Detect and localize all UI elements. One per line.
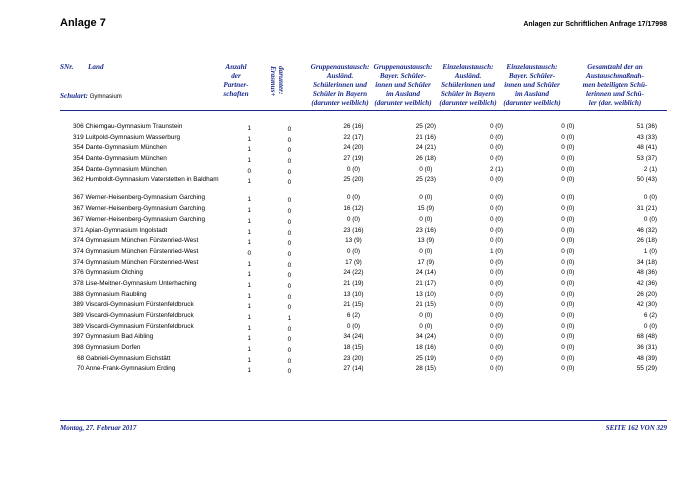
row-single-bavarian: 0 (0)	[561, 176, 575, 184]
row-erasmus: 0	[287, 126, 292, 133]
row-single-foreign: 0 (0)	[489, 365, 504, 373]
table-row	[60, 323, 667, 334]
row-group-bavarian: 0 (0)	[419, 165, 433, 173]
row-single-bavarian: 0 (0)	[561, 205, 575, 213]
table-row	[60, 166, 667, 177]
row-partnerships: 1	[247, 125, 252, 132]
header-land: Land	[88, 63, 104, 71]
row-single-foreign: 0 (0)	[489, 333, 504, 341]
row-partnerships: 1	[247, 217, 252, 225]
row-school: 319 Luitpold-Gymnasium Wasserburg	[73, 133, 181, 141]
row-school: 374 Gymnasium München Fürstenried-West	[73, 237, 199, 245]
row-group-bavarian: 24 (14)	[415, 269, 436, 277]
row-erasmus: 0	[287, 168, 292, 176]
row-single-bavarian: 0 (0)	[561, 165, 575, 173]
row-group-foreign: 0 (0)	[346, 194, 361, 202]
row-partnerships: 1	[247, 303, 252, 311]
row-total: 42 (36)	[636, 279, 657, 287]
row-school: 306 Chiemgau-Gymnasium Traunstein	[73, 123, 183, 130]
row-group-foreign: 25 (20)	[343, 176, 364, 184]
row-group-foreign: 0 (0)	[346, 215, 361, 223]
row-single-foreign: 0 (0)	[489, 301, 504, 309]
row-single-foreign: 2 (1)	[489, 165, 504, 173]
row-partnerships: 1	[247, 281, 252, 289]
row-school: 374 Gymnasium München Fürstenried-West	[73, 247, 199, 255]
table-row	[60, 333, 667, 344]
header-divider	[60, 110, 667, 111]
row-group-bavarian: 18 (16)	[415, 344, 436, 352]
row-group-foreign: 0 (0)	[346, 247, 361, 255]
table-row	[60, 355, 667, 366]
row-group-bavarian: 13 (9)	[417, 237, 435, 245]
row-school: 376 Gymnasium Olching	[73, 269, 143, 277]
row-school: 397 Gymnasium Bad Aibling	[73, 333, 154, 341]
header-erasmus: darunter: Erasmus+	[269, 66, 285, 97]
row-group-bavarian: 28 (15)	[415, 365, 436, 373]
row-single-foreign: 0 (0)	[489, 133, 504, 141]
row-erasmus: 0	[287, 136, 292, 144]
header-single-bavarian: Einzelaustausch: Bayer. Schüler- innen und Schüler im Ausland (darunter weiblich)	[503, 63, 561, 107]
row-school: 374 Gymnasium München Fürstenried-West	[73, 258, 199, 266]
header-group-foreign: Gruppenaustausch: Ausländ. Schülerinnen und Schüler in Bayern (darunter weiblich)	[310, 63, 370, 107]
row-single-bavarian: 0 (0)	[561, 237, 575, 245]
row-group-foreign: 6 (2)	[346, 312, 361, 319]
row-single-foreign: 0 (0)	[489, 269, 504, 277]
row-group-bavarian: 25 (23)	[415, 176, 436, 184]
row-single-foreign: 0 (0)	[489, 123, 504, 130]
row-school: 354 Dante-Gymnasium München	[73, 144, 167, 152]
footer-date: Montag, 27. Februar 2017	[60, 424, 137, 432]
row-group-foreign: 27 (19)	[343, 155, 364, 163]
table-row	[60, 205, 667, 216]
header-total: Gesamtzahl der an Austauschmaßnah- men beteiligten Schü- lerinnen und Schü- ler (dar. weiblich)	[582, 63, 648, 107]
row-group-bavarian: 34 (24)	[415, 333, 436, 341]
row-partnerships: 1	[247, 260, 252, 268]
row-partnerships: 1	[247, 196, 252, 204]
row-single-foreign: 0 (0)	[489, 344, 504, 352]
header-single-foreign: Einzelaustausch: Ausländ. Schülerinnen und Schüler in Bayern (darunter weiblich)	[439, 63, 497, 107]
row-total: 0 (0)	[643, 322, 657, 330]
row-partnerships: 1	[247, 367, 252, 375]
row-total: 0 (0)	[643, 215, 657, 223]
row-group-bavarian: 0 (0)	[419, 247, 433, 255]
row-group-foreign: 21 (15)	[343, 301, 364, 309]
header-snr: SNr.	[60, 63, 74, 71]
table-row	[60, 365, 667, 376]
row-group-bavarian: 15 (9)	[417, 205, 435, 213]
row-single-bavarian: 0 (0)	[561, 123, 575, 130]
row-group-foreign: 24 (20)	[343, 144, 364, 152]
row-single-foreign: 1 (0)	[489, 247, 504, 255]
row-group-bavarian: 25 (20)	[415, 123, 436, 130]
row-group-bavarian: 26 (18)	[415, 155, 436, 163]
row-erasmus: 0	[287, 208, 292, 216]
header-partner: Anzahl der Partner- schaften	[223, 63, 249, 98]
row-partnerships: 0	[247, 167, 252, 175]
row-group-bavarian: 21 (17)	[415, 279, 436, 287]
row-total: 43 (33)	[636, 133, 657, 141]
row-erasmus: 0	[287, 368, 292, 376]
table-row	[60, 123, 667, 134]
table-row	[60, 155, 667, 166]
row-single-foreign: 0 (0)	[489, 322, 504, 330]
row-erasmus: 0	[287, 325, 292, 333]
row-erasmus: 0	[287, 229, 292, 237]
row-school: 362 Humboldt-Gymnasium Vaterstetten in Baldham	[73, 176, 219, 184]
row-single-bavarian: 0 (0)	[561, 333, 575, 341]
row-school: 389 Viscardi-Gymnasium Fürstenfeldbruck	[73, 312, 194, 319]
row-school: 388 Gymnasium Raubling	[73, 290, 147, 298]
row-single-foreign: 0 (0)	[489, 215, 504, 223]
row-total: 46 (32)	[636, 226, 657, 234]
row-single-bavarian: 0 (0)	[561, 258, 575, 266]
row-total: 50 (43)	[636, 176, 657, 184]
row-partnerships: 1	[247, 346, 252, 354]
row-group-foreign: 34 (24)	[343, 333, 364, 341]
row-erasmus: 0	[287, 147, 292, 155]
row-total: 68 (48)	[636, 333, 657, 341]
row-erasmus: 0	[287, 293, 292, 301]
row-erasmus: 0	[287, 336, 292, 344]
row-group-foreign: 17 (9)	[345, 258, 362, 266]
row-total: 48 (36)	[636, 269, 657, 277]
row-single-foreign: 0 (0)	[489, 176, 504, 184]
row-single-bavarian: 0 (0)	[561, 322, 575, 330]
row-single-bavarian: 0 (0)	[561, 194, 575, 202]
row-partnerships: 1	[247, 146, 252, 154]
row-group-bavarian: 21 (16)	[415, 133, 436, 141]
row-total: 6 (2)	[643, 312, 657, 319]
row-single-bavarian: 0 (0)	[561, 344, 575, 352]
row-group-bavarian: 21 (15)	[415, 301, 436, 309]
row-single-foreign: 0 (0)	[489, 205, 504, 213]
row-partnerships: 1	[247, 207, 252, 215]
row-total: 42 (30)	[636, 301, 657, 309]
row-single-foreign: 0 (0)	[489, 144, 504, 152]
table-row	[60, 344, 667, 355]
row-group-foreign: 21 (19)	[343, 279, 364, 287]
row-total: 34 (18)	[636, 258, 657, 266]
row-single-bavarian: 0 (0)	[561, 215, 575, 223]
page-title: Anlage 7	[60, 17, 106, 29]
header-snr-land	[60, 63, 122, 102]
row-erasmus: 0	[287, 158, 292, 166]
row-total: 26 (18)	[636, 237, 657, 245]
row-school: 367 Werner-Heisenberg-Gymnasium Garching	[73, 194, 206, 202]
row-group-foreign: 13 (10)	[343, 290, 364, 298]
row-group-bavarian: 0 (0)	[419, 322, 433, 330]
row-group-bavarian: 17 (9)	[417, 258, 435, 266]
row-erasmus: 0	[287, 250, 292, 258]
row-single-bavarian: 0 (0)	[561, 144, 575, 152]
table-row	[60, 144, 667, 155]
row-partnerships: 1	[247, 292, 252, 300]
row-single-bavarian: 0 (0)	[561, 290, 575, 298]
row-total: 55 (29)	[636, 365, 657, 373]
row-total: 53 (37)	[636, 155, 657, 163]
row-group-foreign: 0 (0)	[346, 165, 361, 173]
row-erasmus: 0	[287, 218, 292, 226]
row-single-foreign: 0 (0)	[489, 279, 504, 287]
row-group-foreign: 13 (9)	[345, 237, 362, 245]
row-single-bavarian: 0 (0)	[561, 312, 575, 319]
row-total: 2 (1)	[643, 165, 657, 173]
row-total: 48 (41)	[636, 144, 657, 152]
row-erasmus: 0	[287, 282, 292, 290]
row-erasmus: 1	[287, 315, 292, 322]
table-row	[60, 248, 667, 259]
table-row	[60, 237, 667, 248]
row-single-foreign: 0 (0)	[489, 155, 504, 163]
row-group-foreign: 16 (12)	[343, 205, 364, 213]
row-group-bavarian: 13 (10)	[415, 290, 436, 298]
row-group-bavarian: 23 (16)	[415, 226, 436, 234]
row-single-bavarian: 0 (0)	[561, 365, 575, 373]
row-single-bavarian: 0 (0)	[561, 301, 575, 309]
table-row	[60, 280, 667, 291]
row-school: 367 Werner-Heisenberg-Gymnasium Garching	[73, 215, 206, 223]
row-group-bavarian: 24 (21)	[415, 144, 436, 152]
row-group-foreign: 18 (15)	[343, 344, 364, 352]
row-group-foreign: 23 (20)	[343, 354, 364, 362]
row-partnerships: 1	[247, 228, 252, 236]
row-partnerships: 1	[247, 356, 252, 364]
row-group-foreign: 27 (14)	[343, 365, 364, 373]
row-total: 51 (36)	[636, 123, 657, 130]
row-school: 389 Viscardi-Gymnasium Fürstenfeldbruck	[73, 322, 194, 330]
row-school: 70 Anne-Frank-Gymnasium Erding	[77, 365, 176, 373]
row-total: 26 (20)	[636, 290, 657, 298]
row-school: 371 Apian-Gymnasium Ingolstadt	[73, 226, 168, 234]
row-single-bavarian: 0 (0)	[561, 279, 575, 287]
row-erasmus: 0	[287, 357, 292, 365]
row-erasmus: 0	[287, 272, 292, 280]
row-group-bavarian: 0 (0)	[419, 215, 433, 223]
table-row	[60, 227, 667, 238]
row-group-foreign: 23 (16)	[343, 226, 364, 234]
row-group-bavarian: 25 (19)	[415, 354, 436, 362]
footer-page-number: SEITE 162 VON 329	[605, 424, 667, 432]
row-school: 354 Dante-Gymnasium München	[73, 165, 167, 173]
row-single-bavarian: 0 (0)	[561, 226, 575, 234]
table-row	[60, 134, 667, 145]
row-single-foreign: 0 (0)	[489, 312, 504, 319]
row-erasmus: 0	[287, 347, 292, 355]
row-single-bavarian: 0 (0)	[561, 133, 575, 141]
header-schulart-value: Gymnasium	[89, 94, 122, 100]
row-total: 36 (31)	[636, 344, 657, 352]
exchange-table	[60, 123, 667, 376]
row-total: 31 (21)	[636, 205, 657, 213]
row-erasmus: 0	[287, 179, 292, 187]
row-partnerships: 1	[247, 324, 252, 332]
row-group-foreign: 0 (0)	[346, 322, 361, 330]
row-single-bavarian: 0 (0)	[561, 354, 575, 362]
document-reference: Anlagen zur Schriftlichen Anfrage 17/17998	[523, 21, 667, 28]
row-total: 1 (0)	[643, 247, 657, 255]
table-row	[60, 176, 667, 194]
row-school: 354 Dante-Gymnasium München	[73, 155, 167, 163]
header-group-bavarian: Gruppenaustausch: Bayer. Schüler- innen und Schüler im Ausland (darunter weiblich)	[373, 63, 433, 107]
row-partnerships: 1	[247, 178, 252, 186]
row-school: 367 Werner-Heisenberg-Gymnasium Garching	[73, 205, 206, 213]
row-partnerships: 1	[247, 157, 252, 165]
row-partnerships: 1	[247, 335, 252, 343]
table-row	[60, 312, 667, 323]
table-row	[60, 259, 667, 270]
row-single-foreign: 0 (0)	[489, 226, 504, 234]
row-group-foreign: 24 (22)	[343, 269, 364, 277]
row-group-bavarian: 0 (0)	[419, 194, 433, 202]
row-school: 389 Viscardi-Gymnasium Fürstenfeldbruck	[73, 301, 194, 309]
table-row	[60, 194, 667, 205]
row-erasmus: 0	[287, 304, 292, 312]
row-single-foreign: 0 (0)	[489, 354, 504, 362]
row-erasmus: 0	[287, 240, 292, 248]
table-row	[60, 301, 667, 312]
row-single-bavarian: 0 (0)	[561, 247, 575, 255]
table-row	[60, 269, 667, 280]
row-single-foreign: 0 (0)	[489, 290, 504, 298]
row-single-bavarian: 0 (0)	[561, 155, 575, 163]
row-erasmus: 0	[287, 197, 292, 205]
row-total: 0 (0)	[643, 194, 657, 202]
row-group-bavarian: 0 (0)	[419, 312, 433, 319]
row-school: 378 Lise-Meitner-Gymnasium Unterhaching	[73, 279, 197, 287]
row-partnerships: 1	[247, 271, 252, 279]
row-single-foreign: 0 (0)	[489, 258, 504, 266]
table-row	[60, 291, 667, 302]
header-schulart: Schulart:	[60, 92, 88, 100]
row-erasmus: 0	[287, 261, 292, 269]
row-single-foreign: 0 (0)	[489, 194, 504, 202]
row-partnerships: 1	[247, 314, 252, 321]
row-group-foreign: 26 (16)	[343, 123, 364, 130]
row-partnerships: 1	[247, 239, 252, 247]
row-single-bavarian: 0 (0)	[561, 269, 575, 277]
row-school: 68 Gabrieli-Gymnasium Eichstätt	[77, 354, 171, 362]
table-row	[60, 216, 667, 227]
row-group-foreign: 22 (17)	[343, 133, 364, 141]
row-total: 48 (39)	[636, 354, 657, 362]
row-school: 398 Gymnasium Dorfen	[73, 344, 141, 352]
row-single-foreign: 0 (0)	[489, 237, 504, 245]
row-partnerships: 1	[247, 135, 252, 143]
footer-divider	[60, 420, 667, 421]
row-partnerships: 0	[247, 249, 252, 257]
